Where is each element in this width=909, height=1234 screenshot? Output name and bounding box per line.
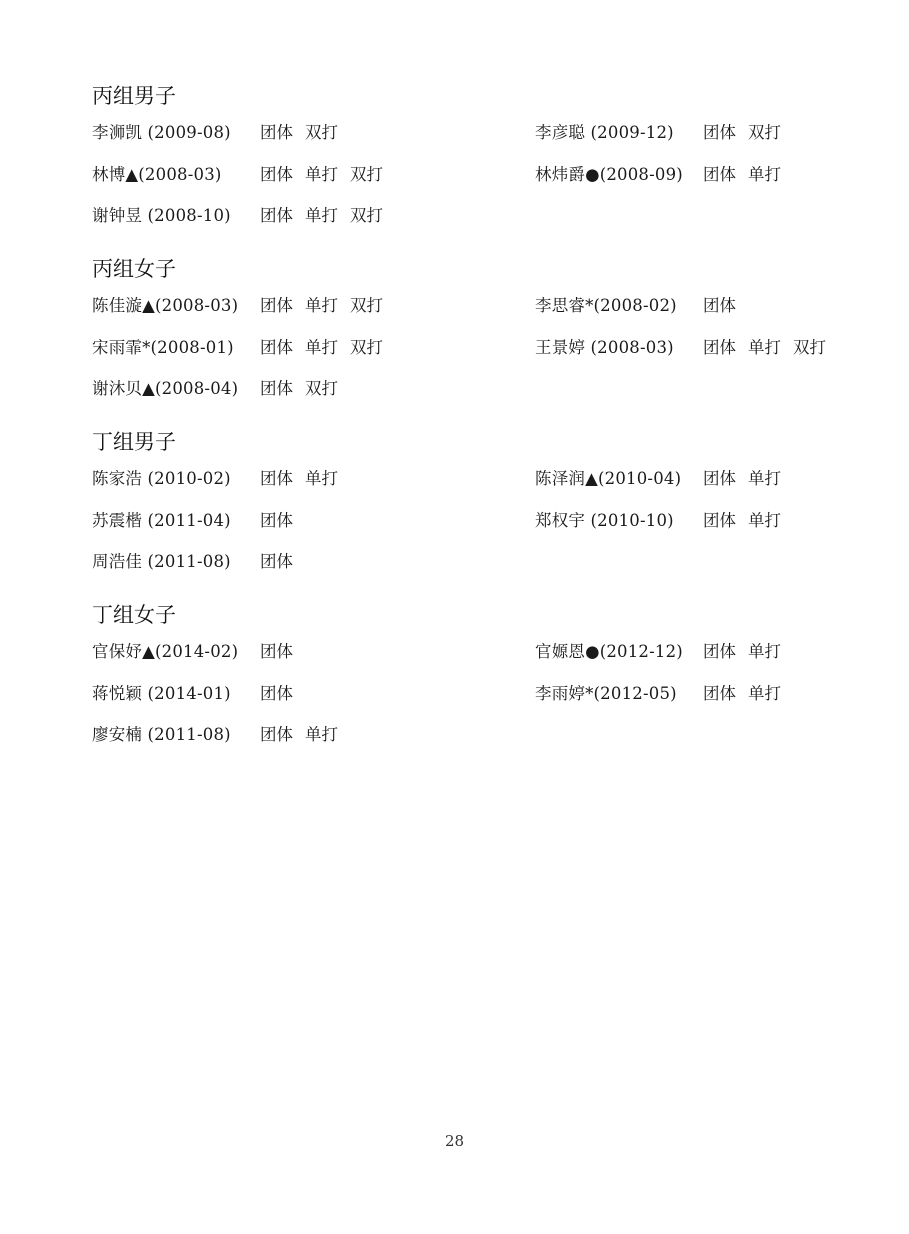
player-entry: [92, 679, 293, 709]
event-label: 单打: [748, 642, 781, 661]
player-entry: [92, 547, 293, 577]
player-name-birthdate: 苏震楷 (2011-04): [92, 510, 231, 530]
event-list: [260, 547, 293, 577]
event-label: 团体: [260, 725, 293, 744]
event-label: 团体: [260, 469, 293, 488]
page-number: 28: [444, 1132, 465, 1150]
event-list: [260, 333, 383, 363]
event-label: 单打: [748, 337, 781, 357]
event-label: 团体: [260, 683, 293, 703]
player-name-birthdate: 李思睿*(2008-02): [535, 296, 677, 315]
event-label: 团体: [703, 123, 736, 142]
roster-section: [92, 84, 872, 243]
player-name-birthdate: 林炜爵●(2008-09): [535, 164, 683, 184]
player-entry: [92, 720, 338, 750]
event-label: 双打: [793, 337, 826, 357]
player-name-birthdate: 李彦聪 (2009-12): [535, 123, 674, 142]
roster-section: [92, 257, 872, 416]
player-entry: [535, 160, 781, 190]
event-label: 双打: [305, 379, 338, 398]
player-list: [92, 637, 872, 762]
roster-section: [92, 430, 872, 589]
event-list: [260, 118, 338, 148]
player-entry: [535, 464, 781, 494]
event-label: 单打: [305, 296, 338, 315]
event-list: [260, 720, 338, 750]
event-list: [260, 201, 383, 231]
player-name-birthdate: 李雨婷*(2012-05): [535, 683, 677, 703]
event-label: 团体: [260, 552, 293, 571]
event-label: 单打: [305, 337, 338, 357]
player-entry: [92, 374, 338, 404]
player-entry: [92, 201, 383, 231]
player-name-birthdate: 郑权宇 (2010-10): [535, 510, 674, 530]
player-list: [92, 291, 872, 416]
player-entry: [535, 333, 826, 363]
event-label: 双打: [350, 296, 383, 315]
player-entry: [92, 118, 338, 148]
player-name-birthdate: 陈家浩 (2010-02): [92, 469, 231, 488]
player-entry: [92, 506, 293, 536]
event-list: [703, 118, 781, 148]
player-entry: [92, 464, 338, 494]
event-label: 单打: [748, 683, 781, 703]
event-label: 团体: [703, 510, 736, 530]
event-list: [703, 291, 736, 321]
event-label: 双打: [350, 337, 383, 357]
event-label: 单打: [748, 510, 781, 530]
event-list: [260, 464, 338, 494]
event-label: 团体: [703, 337, 736, 357]
event-label: 团体: [260, 206, 293, 225]
player-list: [92, 464, 872, 589]
player-name-birthdate: 谢钟昱 (2008-10): [92, 206, 231, 225]
player-list: [92, 118, 872, 243]
player-name-birthdate: 廖安楠 (2011-08): [92, 725, 231, 744]
event-list: [703, 679, 781, 709]
player-name-birthdate: 宋雨霏*(2008-01): [92, 337, 234, 357]
player-entry: [92, 160, 383, 190]
event-label: 团体: [260, 642, 293, 661]
player-name-birthdate: 周浩佳 (2011-08): [92, 552, 231, 571]
player-name-birthdate: 官保妤▲(2014-02): [92, 642, 239, 661]
event-list: [703, 333, 826, 363]
section-title: 丙组女子: [92, 257, 176, 281]
player-entry: [535, 291, 736, 321]
event-list: [260, 637, 293, 667]
player-name-birthdate: 林博▲(2008-03): [92, 164, 222, 184]
event-label: 双打: [350, 206, 383, 225]
player-name-birthdate: 官嫄恩●(2012-12): [535, 642, 683, 661]
player-name-birthdate: 李浉凯 (2009-08): [92, 123, 231, 142]
event-label: 双打: [305, 123, 338, 142]
event-label: 单打: [305, 469, 338, 488]
player-entry: [535, 679, 781, 709]
player-entry: [92, 333, 383, 363]
section-title: 丁组女子: [92, 603, 176, 627]
event-label: 团体: [703, 296, 736, 315]
event-label: 团体: [260, 510, 293, 530]
event-label: 单打: [305, 725, 338, 744]
section-title: 丁组男子: [92, 430, 176, 454]
event-label: 团体: [703, 469, 736, 488]
event-list: [703, 464, 781, 494]
event-label: 团体: [260, 296, 293, 315]
event-label: 双打: [748, 123, 781, 142]
event-list: [703, 637, 781, 667]
event-label: 单打: [748, 469, 781, 488]
event-label: 团体: [260, 123, 293, 142]
player-entry: [535, 506, 781, 536]
event-list: [703, 506, 781, 536]
event-label: 团体: [260, 337, 293, 357]
player-entry: [535, 118, 781, 148]
player-name-birthdate: 蒋悦颖 (2014-01): [92, 683, 231, 703]
event-label: 团体: [260, 379, 293, 398]
player-entry: [92, 637, 293, 667]
event-label: 单打: [305, 164, 338, 184]
event-label: 单打: [748, 164, 781, 184]
event-list: [260, 160, 383, 190]
event-list: [260, 291, 383, 321]
event-list: [703, 160, 781, 190]
player-entry: [535, 637, 781, 667]
event-label: 团体: [703, 683, 736, 703]
event-label: 单打: [305, 206, 338, 225]
event-label: 团体: [260, 164, 293, 184]
player-name-birthdate: 谢沐贝▲(2008-04): [92, 379, 239, 398]
event-list: [260, 506, 293, 536]
player-name-birthdate: 陈泽润▲(2010-04): [535, 469, 682, 488]
event-label: 团体: [703, 164, 736, 184]
section-title: 丙组男子: [92, 84, 176, 108]
roster-section: [92, 603, 872, 762]
event-list: [260, 679, 293, 709]
event-label: 团体: [703, 642, 736, 661]
player-entry: [92, 291, 383, 321]
event-label: 双打: [350, 164, 383, 184]
player-name-birthdate: 王景婷 (2008-03): [535, 337, 674, 357]
player-name-birthdate: 陈佳漩▲(2008-03): [92, 296, 239, 315]
event-list: [260, 374, 338, 404]
